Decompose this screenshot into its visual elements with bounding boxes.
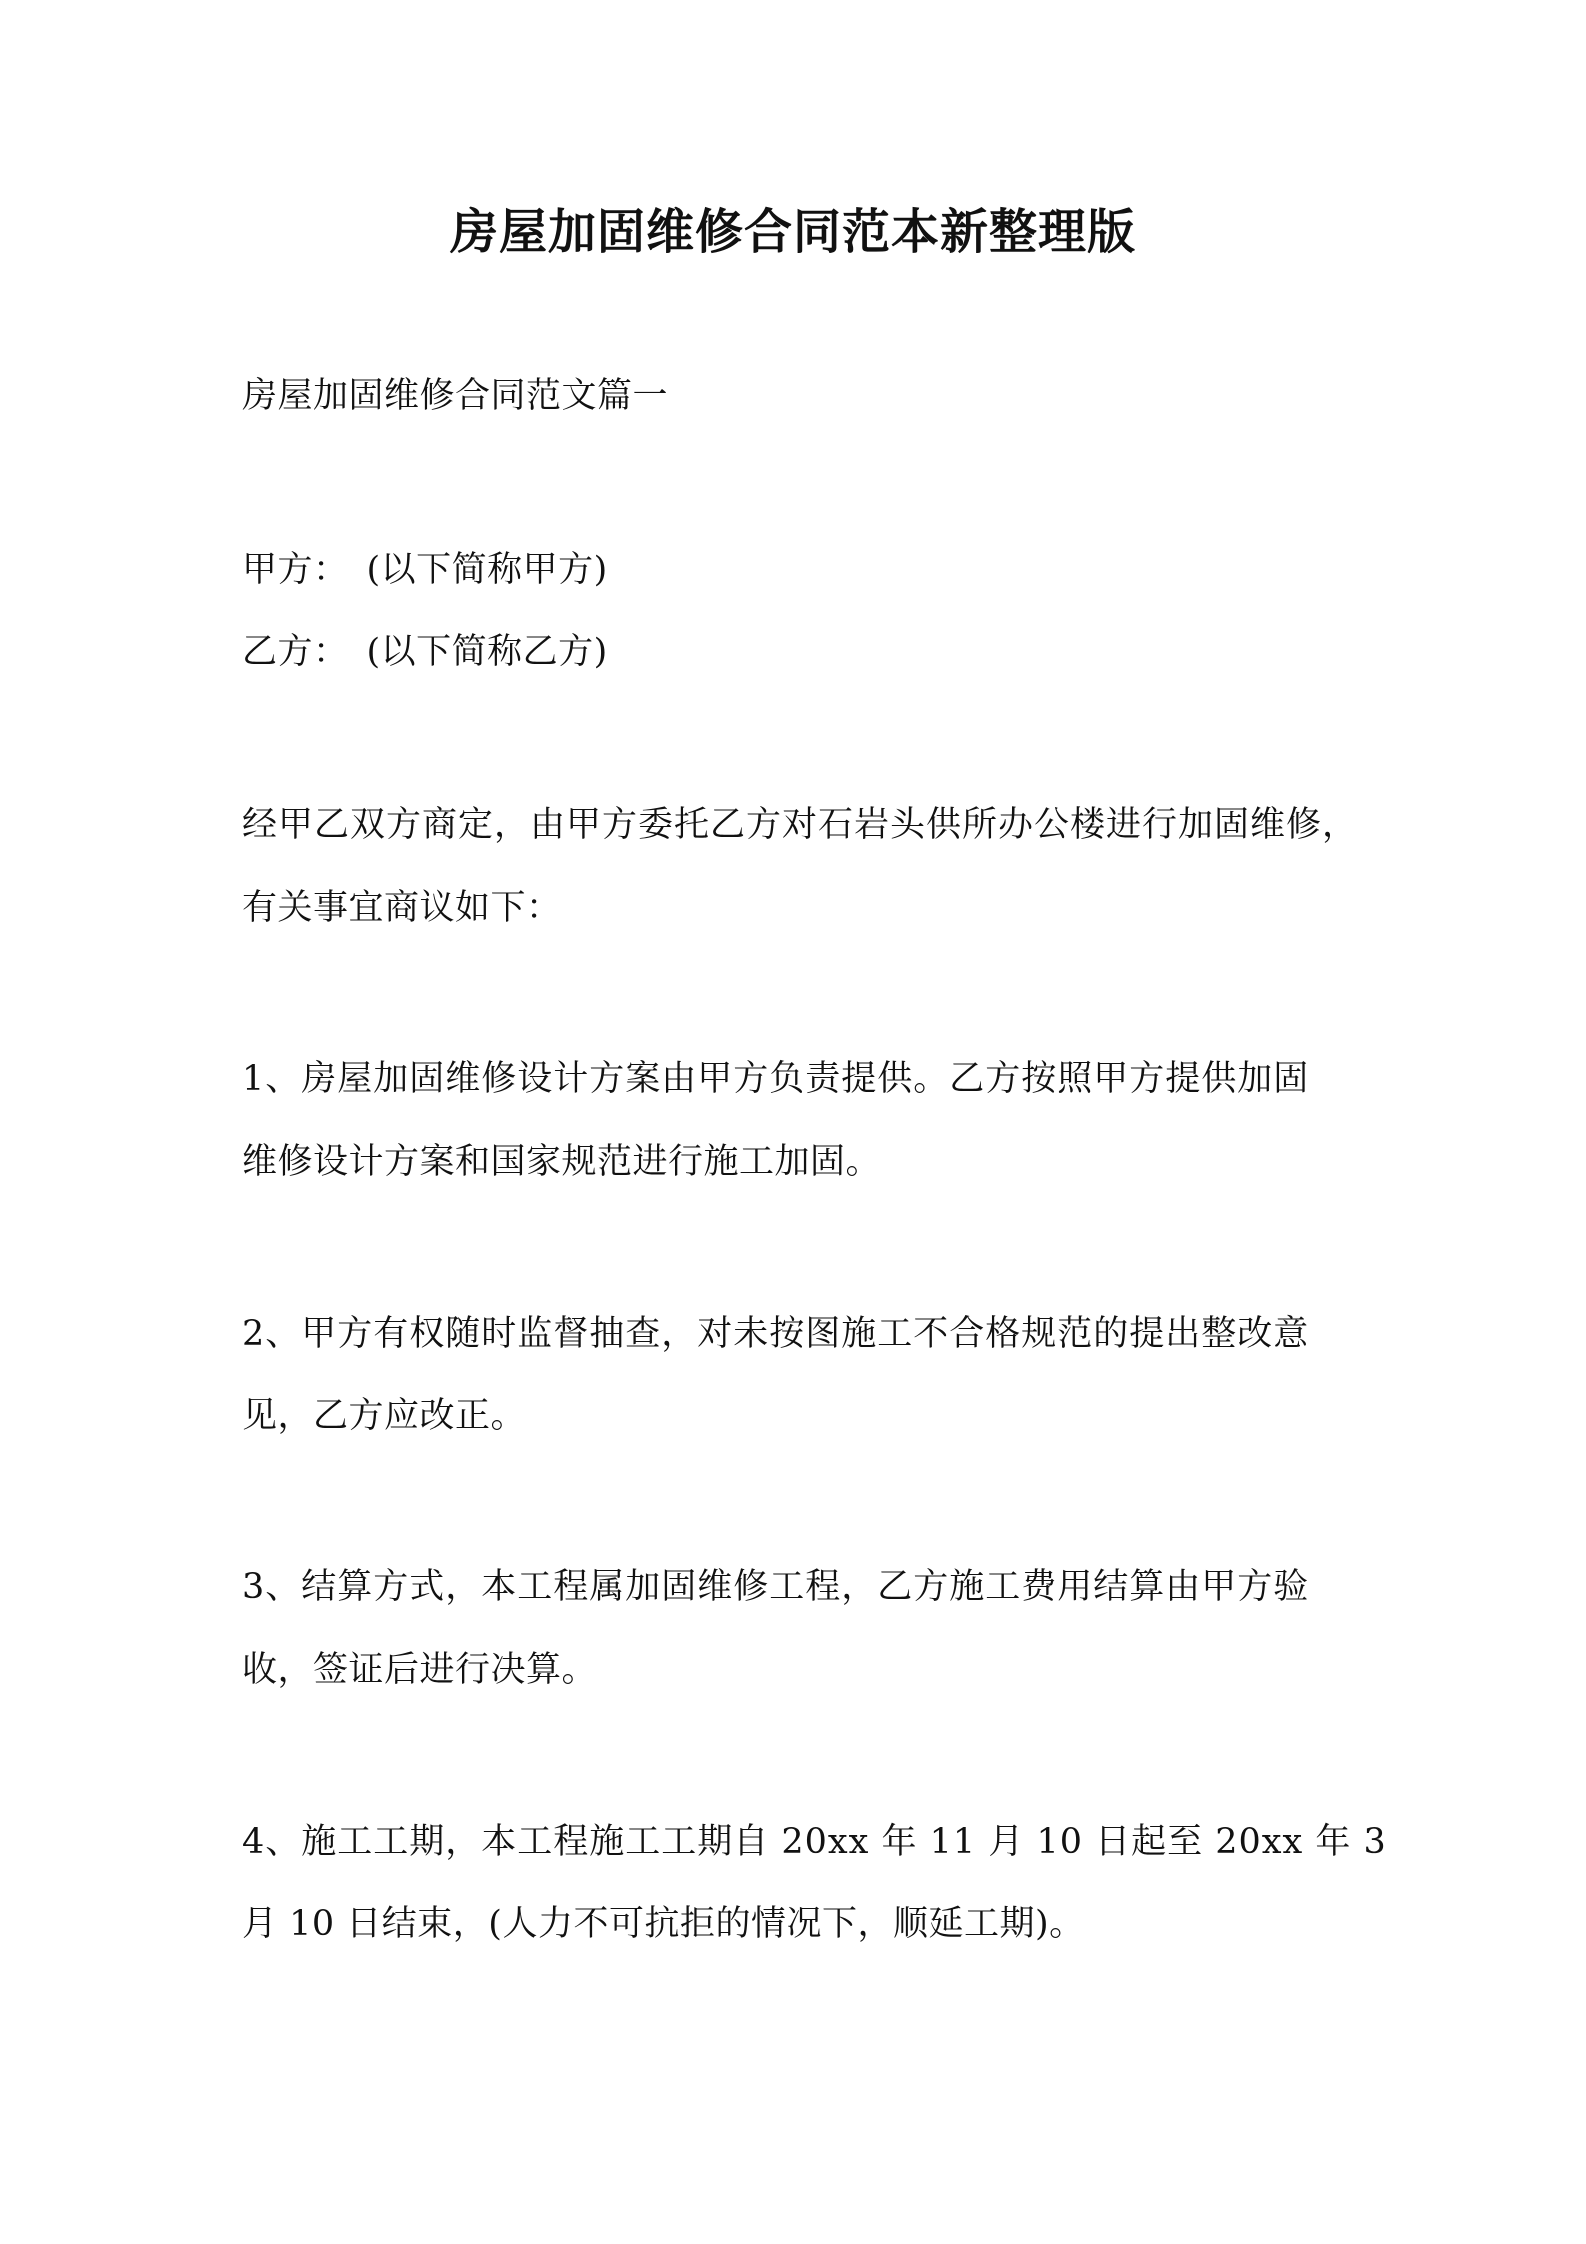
clause-3-line-1: 3、结算方式，本工程属加固维修工程，乙方施工费用结算由甲方验 [242,1567,1310,1607]
clause-1-line-2: 维修设计方案和国家规范进行施工加固。 [242,1142,882,1182]
document-subtitle: 房屋加固维修合同范文篇一 [242,376,669,416]
clause-2-line-1: 2、甲方有权随时监督抽查，对未按图施工不合格规范的提出整改意 [242,1314,1310,1354]
intro-line-2: 有关事宜商议如下： [242,888,562,928]
document-title: 房屋加固维修合同范本新整理版 [449,204,1136,260]
clause-2-line-2: 见，乙方应改正。 [242,1396,527,1436]
clause-4-line-2: 月 10 日结束，(人力不可抗拒的情况下，顺延工期)。 [242,1904,1085,1944]
intro-line-1: 经甲乙双方商定，由甲方委托乙方对石岩头供所办公楼进行加固维修， [242,805,1359,845]
party-b-line: 乙方： (以下简称乙方) [242,632,608,672]
clause-1-line-1: 1、房屋加固维修设计方案由甲方负责提供。乙方按照甲方提供加固 [242,1059,1310,1099]
clause-4-line-1: 4、施工工期，本工程施工工期自 20xx 年 11 月 10 日起至 20xx 年 3 [242,1822,1387,1862]
party-a-line: 甲方： (以下简称甲方) [242,550,608,590]
clause-3-line-2: 收，签证后进行决算。 [242,1650,598,1690]
